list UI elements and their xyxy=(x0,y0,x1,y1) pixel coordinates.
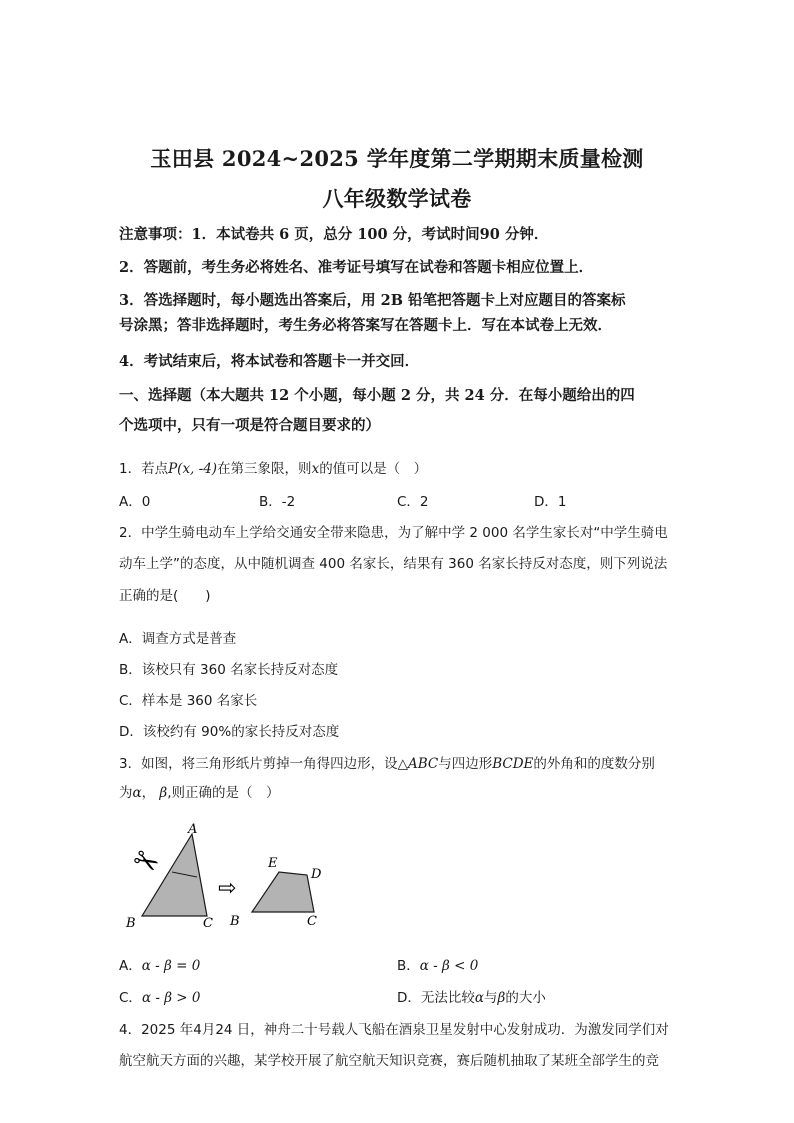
label-c-right: C xyxy=(307,914,317,929)
q1-option-d[interactable]: D．1 xyxy=(534,494,567,510)
question-4-line2: 航空航天方面的兴趣，某学校开展了航空航天知识竞赛，赛后随机抽取了某班全部学生的竞 xyxy=(119,1053,659,1069)
scissors-icon: ✂ xyxy=(126,841,166,884)
section-heading-line1: 一、选择题（本大题共 12 个小题，每小题 2 分，共 24 分．在每小题给出的四 xyxy=(119,387,635,404)
q3-option-b[interactable]: B．α - β < 0 xyxy=(397,958,479,974)
question-2-line1: 2．中学生骑电动车上学给交通安全带来隐患，为了解中学 2 000 名学生家长对“中学生骑电 xyxy=(119,525,668,541)
notes-label: 注意事项： xyxy=(119,226,192,243)
q3-option-d[interactable]: D．无法比较α与β的大小 xyxy=(397,990,546,1006)
q1-option-c[interactable]: C．2 xyxy=(397,494,429,510)
label-e: E xyxy=(268,856,278,871)
q3-figure xyxy=(120,822,340,934)
question-4-line1: 4．2025 年4月24 日，神舟二十号载人飞船在酒泉卫星发射中心发射成功．为激发同学们对 xyxy=(119,1022,669,1038)
note-3-line1: 3．答选择题时，每小题选出答案后，用 2B 铅笔把答题卡上对应题目的答案标 xyxy=(119,292,626,309)
label-d: D xyxy=(311,867,322,882)
note-4: 4．考试结束后，将本试卷和答题卡一并交回． xyxy=(119,353,420,370)
quadrilateral-shape xyxy=(252,872,314,912)
q2-option-d[interactable]: D．该校约有 90%的家长持反对态度 xyxy=(119,724,340,740)
question-3-line2: 为α， β,则正确的是（ ） xyxy=(119,785,280,801)
q3-option-c[interactable]: C．α - β > 0 xyxy=(119,990,201,1006)
label-c-left: C xyxy=(203,916,213,931)
q1-option-a[interactable]: A．0 xyxy=(119,494,151,510)
point-p: P(x, -4) xyxy=(168,461,218,477)
q2-option-c[interactable]: C．样本是 360 名家长 xyxy=(119,693,258,709)
label-b-left: B xyxy=(126,916,136,931)
exam-title: 玉田县 2024~2025 学年度第二学期期末质量检测 xyxy=(150,146,644,171)
note-2: 2．答题前，考生务必将姓名、准考证号填写在试卷和答题卡相应位置上． xyxy=(119,259,594,276)
q3-option-a[interactable]: A．α - β = 0 xyxy=(119,958,201,974)
q2-option-a[interactable]: A．调查方式是普查 xyxy=(119,631,237,647)
label-b-right: B xyxy=(230,914,240,929)
q2-option-b[interactable]: B．该校只有 360 名家长持反对态度 xyxy=(119,662,339,678)
exam-subtitle: 八年级数学试卷 xyxy=(322,186,472,211)
arrow-right-icon: ⇨ xyxy=(218,876,237,901)
quad-bcde: BCDE xyxy=(492,756,534,772)
question-2-line3: 正确的是( ) xyxy=(119,588,211,604)
note-3-line2: 号涂黑；答非选择题时，考生务必将答案写在答题卡上．写在本试卷上无效． xyxy=(119,317,612,334)
question-1: 1．若点P(x, -4)在第三象限，则x的值可以是（ ） xyxy=(119,461,428,477)
question-3-line1: 3．如图，将三角形纸片剪掉一角得四边形，设△ABC与四边形BCDE的外角和的度数分别 xyxy=(119,756,655,772)
triangle-abc: △ABC xyxy=(397,756,439,772)
label-a: A xyxy=(188,822,198,837)
note-1: 注意事项：1．本试卷共 6 页，总分 100 分，考试时间90 分钟． xyxy=(119,226,549,243)
question-2-line2: 动车上学”的态度，从中随机调查 400 名家长，结果有 360 名家长持反对态度，则下列说法 xyxy=(119,556,668,572)
q1-option-b[interactable]: B．-2 xyxy=(259,494,296,510)
section-heading-line2: 个选项中，只有一项是符合题目要求的） xyxy=(119,417,380,434)
